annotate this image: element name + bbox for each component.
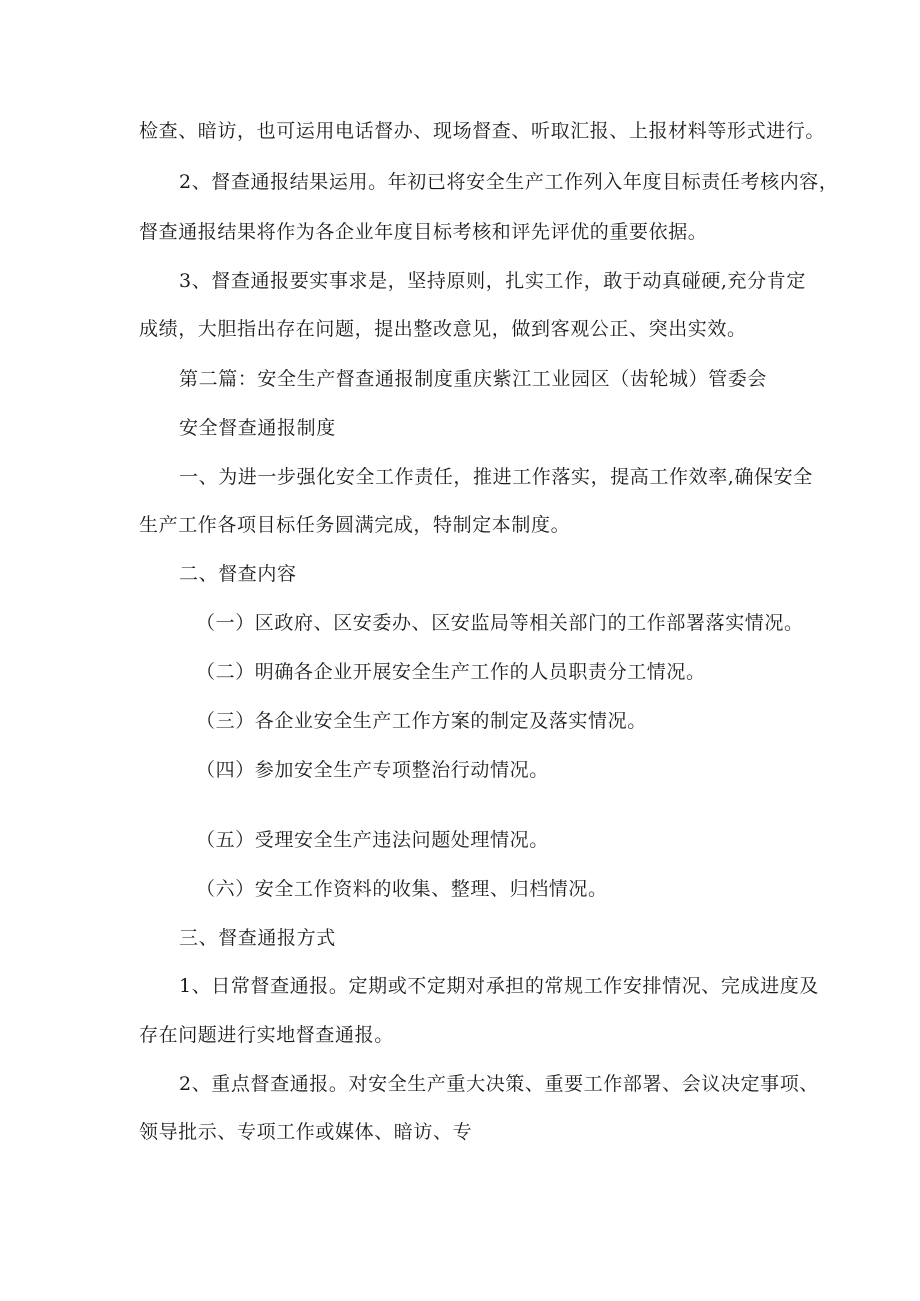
paragraph-line: 2、重点督查通报。对安全生产重大决策、重要工作部署、会议决定事项、: [179, 1073, 819, 1095]
paragraph-line: 1、日常督查通报。定期或不定期对承担的常规工作安排情况、完成进度及: [179, 975, 819, 997]
paragraph-line: 生产工作各项目标任务圆满完成，特制定本制度。: [139, 514, 571, 536]
paragraph-line: 一、为进一步强化安全工作责任，推进工作落实，提高工作效率,确保安全: [179, 466, 813, 488]
list-item: （二）明确各企业开展安全生产工作的人员职责分工情况。: [196, 661, 706, 683]
section-heading: 三、督查通报方式: [179, 927, 336, 949]
paragraph-line: 2、督查通报结果运用。年初已将安全生产工作列入年度目标责任考核内容，: [179, 171, 839, 193]
paragraph-line: 3、督查通报要实事求是，坚持原则，扎实工作，敢于动真碰硬,充分肯定: [179, 270, 806, 292]
paragraph-line: 领导批示、专项工作或媒体、暗访、专: [139, 1121, 473, 1143]
paragraph-line: 检查、暗访，也可运用电话督办、现场督查、听取汇报、上报材料等形式进行。: [139, 120, 826, 142]
paragraph-line: 成绩，大胆指出存在问题，提出整改意见，做到客观公正、突出实效。: [139, 318, 747, 340]
paragraph-line: 存在问题进行实地督查通报。: [139, 1024, 394, 1046]
section-heading: 第二篇：安全生产督查通报制度重庆紫江工业园区（齿轮城）管委会: [179, 368, 768, 390]
paragraph-line: 督查通报结果将作为各企业年度目标考核和评先评优的重要依据。: [139, 221, 708, 243]
section-heading: 二、督查内容: [179, 563, 297, 585]
list-item: （六）安全工作资料的收集、整理、归档情况。: [196, 878, 608, 900]
list-item: （一）区政府、区安委办、区安监局等相关部门的工作部署落实情况。: [196, 612, 804, 634]
list-item: （三）各企业安全生产工作方案的制定及落实情况。: [196, 710, 647, 732]
list-item: （五）受理安全生产违法问题处理情况。: [196, 829, 549, 851]
section-title: 安全督查通报制度: [179, 417, 336, 439]
list-item: （四）参加安全生产专项整治行动情况。: [196, 759, 549, 781]
